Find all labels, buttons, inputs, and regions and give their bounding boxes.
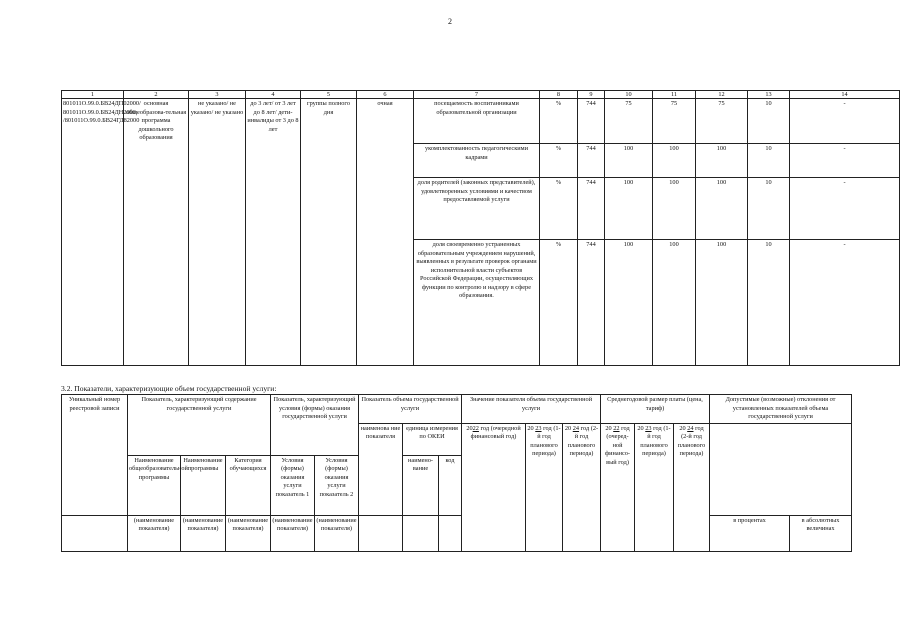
- value-year-1-header: 2022 год (очередной финансовый год): [462, 423, 526, 551]
- value-year-3-header: 20 24 год (2-й год планового периода): [563, 423, 601, 551]
- indicator-code: 744: [578, 178, 605, 240]
- unique-number-header: Уникальный номер реестровой записи: [62, 395, 128, 516]
- quality-indicators-table: [61, 90, 900, 366]
- value-year-2: 100: [653, 144, 696, 178]
- empty-cell: [439, 515, 462, 551]
- unique-number-cell: [62, 515, 128, 551]
- indicator-name-cell: (наименование показателя): [181, 515, 226, 551]
- deviation-subheader: [710, 423, 852, 515]
- indicator-code: 744: [578, 240, 605, 366]
- col-header: 3: [189, 91, 246, 99]
- col-header: 13: [748, 91, 790, 99]
- indicator-name-header: наименова ние показателя: [359, 423, 403, 515]
- indicator-unit: %: [540, 99, 578, 144]
- volume-indicator-header: Показатель объема государственной услуги: [359, 395, 462, 424]
- price-year-3-header: 20 24 год (2-й год планового периода): [674, 423, 710, 551]
- indicator-name-cell: (наименование показателя): [128, 515, 181, 551]
- value-year-3: 100: [696, 240, 748, 366]
- conditions-indicator-header: Показатель, характеризующий условия (формы) оказания государственной услуги: [271, 395, 359, 456]
- indicator-name-cell: (наименование показателя): [226, 515, 271, 551]
- section-title: 3.2. Показатели, характеризующие объем государственной услуги:: [61, 384, 277, 393]
- deviation-percent: 10: [748, 99, 790, 144]
- value-year-2: 100: [653, 240, 696, 366]
- indicator-name: посещаемость воспитанниками образовательной организации: [414, 99, 540, 144]
- content-indicator-header: Показатель, характеризующий содержание государственной услуги: [128, 395, 271, 456]
- value-year-2: 100: [653, 178, 696, 240]
- indicator-name-cell: (наименование показателя): [271, 515, 315, 551]
- average-price-header: Среднегодовой размер платы (цена, тариф): [601, 395, 710, 424]
- deviation-absolute: -: [790, 144, 900, 178]
- col-header: 2: [124, 91, 189, 99]
- condition-2-header: Условия (формы) оказания услуги показатель 2: [315, 455, 359, 515]
- indicator-name-cell: (наименование показателя): [315, 515, 359, 551]
- deviation-absolute: -: [790, 99, 900, 144]
- value-year-3: 75: [696, 99, 748, 144]
- value-year-3: 100: [696, 178, 748, 240]
- indicator-name: укомплектованность педагогическими кадрами: [414, 144, 540, 178]
- value-year-2-header: 20 23 год (1-й год планового периода): [526, 423, 563, 551]
- indicator-unit: %: [540, 178, 578, 240]
- condition-indicator-2: очная: [357, 99, 414, 366]
- program-name-header: Наименование общеобразовательной программы: [128, 455, 181, 515]
- indicator-unit: %: [540, 144, 578, 178]
- student-category: до 3 лет/ от 3 лет до 8 лет/ дети-инвалиды от 3 до 8 лет: [246, 99, 301, 366]
- col-header: 11: [653, 91, 696, 99]
- deviation-percent: 10: [748, 144, 790, 178]
- unit-name-header: наимено-вание: [403, 455, 439, 515]
- content-indicator-2: не указано/ не указано/ не указано: [189, 99, 246, 366]
- table-header-row: [62, 395, 852, 424]
- table-row: [62, 99, 900, 144]
- deviation-percent-header: в процентах: [710, 515, 790, 551]
- col-header: 5: [301, 91, 357, 99]
- col-header: 1: [62, 91, 124, 99]
- deviation-absolute: -: [790, 240, 900, 366]
- unit-code-header: код: [439, 455, 462, 515]
- indicator-code: 744: [578, 144, 605, 178]
- col-header: 14: [790, 91, 900, 99]
- value-year-2: 75: [653, 99, 696, 144]
- col-header: 10: [605, 91, 653, 99]
- col-header: 7: [414, 91, 540, 99]
- program-content: основная общеобразова-тельная программа дошкольного образования: [124, 99, 189, 366]
- table-header-row: [62, 91, 900, 99]
- empty-cell: [403, 515, 439, 551]
- indicator-unit: %: [540, 240, 578, 366]
- empty-cell: [359, 515, 403, 551]
- col-header: 6: [357, 91, 414, 99]
- deviation-absolute-header: в абсолютных величинах: [790, 515, 852, 551]
- value-year-1: 100: [605, 144, 653, 178]
- price-year-2-header: 20 23 год (1-й год планового периода): [635, 423, 674, 551]
- indicator-name: доля родителей (законных представителей), удовлетворенных условиями и качеством предоставляемой услуги: [414, 178, 540, 240]
- condition-indicator-1: группы полного дня: [301, 99, 357, 366]
- registry-number: 801011О.99.0.БВ24ДП02000/ 801011О.99.0.БВ24ДН2000 /801011О.99.0.БВ24ГД82000: [62, 99, 124, 366]
- volume-indicators-table: [61, 394, 852, 552]
- table-row: [62, 515, 852, 551]
- col-header: 9: [578, 91, 605, 99]
- page-number: 2: [448, 17, 452, 26]
- deviation-percent: 10: [748, 178, 790, 240]
- deviation-absolute: -: [790, 178, 900, 240]
- unit-okei-header: единица измерения по ОКЕИ: [403, 423, 462, 455]
- col-header: 12: [696, 91, 748, 99]
- col-header: 4: [246, 91, 301, 99]
- volume-value-header: Значение показателя объема государственной услуги: [462, 395, 601, 424]
- condition-1-header: Условия (формы) оказания услуги показатель 1: [271, 455, 315, 515]
- value-year-1: 75: [605, 99, 653, 144]
- indicator-code: 744: [578, 99, 605, 144]
- value-year-1: 100: [605, 240, 653, 366]
- value-year-1: 100: [605, 178, 653, 240]
- indicator-name: доля своевременно устраненных образовательным учреждением нарушений, выявленных в результате проверок органами исполнительной власти субъектов Российской Федерации, осуществляющих функции по контролю и надзору в сфере образования.: [414, 240, 540, 366]
- price-year-1-header: 20 22 год (очеред-ной финансо-вый год): [601, 423, 635, 551]
- col-header: 8: [540, 91, 578, 99]
- value-year-3: 100: [696, 144, 748, 178]
- deviation-percent: 10: [748, 240, 790, 366]
- category-header: Категория обучающихся: [226, 455, 271, 515]
- program-header: Наименование программы: [181, 455, 226, 515]
- deviation-header: Допустимые (возможные) отклонения от установленных показателей объема государственной услуги: [710, 395, 852, 424]
